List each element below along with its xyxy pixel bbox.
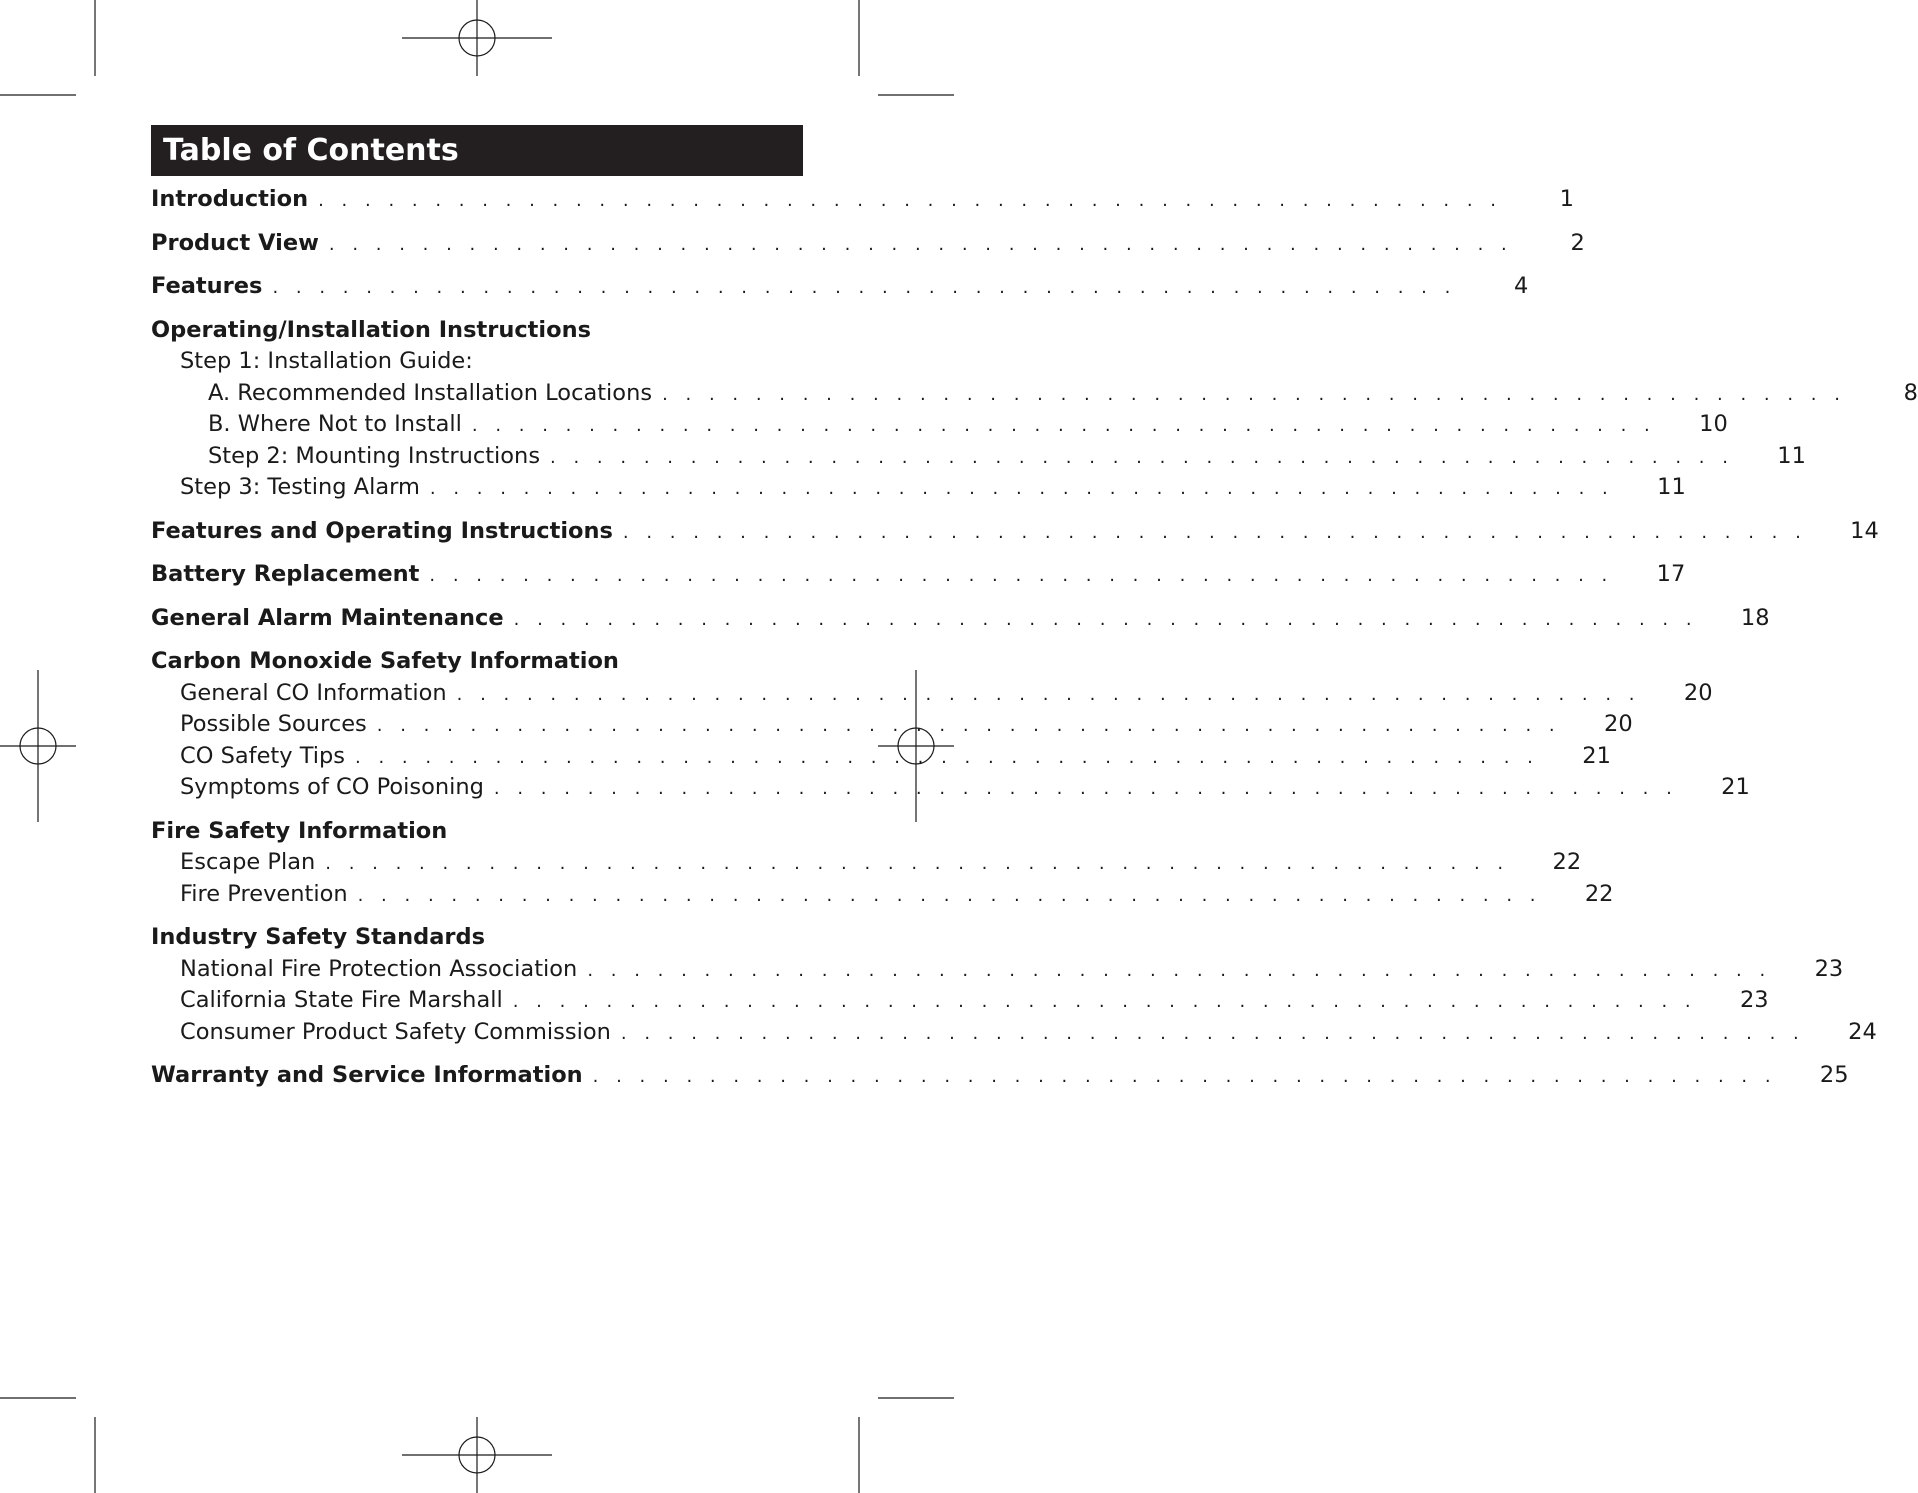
toc-section-heading[interactable] xyxy=(151,228,1585,260)
toc-section xyxy=(151,816,1614,911)
toc-section xyxy=(151,646,1750,804)
dot-leader: . . . . . . . . . . . . . . . . . . . . . . . . . . . . . . . . . . . . . . . . . . . . . . . . . . . xyxy=(328,233,1513,255)
toc-section-heading[interactable] xyxy=(151,516,1879,548)
dot-leader: . . . . . . . . . . . . . . . . . . . . . . . . . . . . . . . . . . . . . . . . . . . . . . . . . . . xyxy=(318,190,1502,211)
toc-page-number: 20 xyxy=(1604,711,1633,737)
page-title: Table of Contents xyxy=(163,133,459,168)
toc-section-heading[interactable] xyxy=(151,271,1529,303)
dot-leader: . . . . . . . . . . . . . . . . . . . . . . . . . . . . . . . . . . . . . . . . . . . . . . . . . . . xyxy=(429,565,1614,586)
toc-section xyxy=(151,1060,1849,1092)
dot-leader: . . . . . . . . . . . . . . . . . . . . . . . . . . . . . . . . . . . . . . . . . . . . . . . . . . . xyxy=(325,853,1510,874)
dot-leader: . . . . . . . . . . . . . . . . . . . . . . . . . . . . . . . . . . . . . . . . . . . . . . . . . . . xyxy=(620,1022,1805,1044)
toc-list xyxy=(151,184,1918,1104)
dot-leader: . . . . . . . . . . . . . . . . . . . . . . . . . . . . . . . . . . . . . . . . . . . . . . . . . . . xyxy=(493,778,1678,799)
toc-entry-label: Carbon Monoxide Safety Information xyxy=(151,648,619,674)
toc-entry-label: General Alarm Maintenance xyxy=(151,604,504,631)
toc-entry[interactable] xyxy=(151,678,1713,710)
toc-section xyxy=(151,922,1877,1048)
dot-leader: . . . . . . . . . . . . . . . . . . . . . . . . . . . . . . . . . . . . . . . . . . . . . . . . . . . xyxy=(662,383,1846,405)
toc-entry[interactable] xyxy=(151,954,1844,986)
toc-page-number: 18 xyxy=(1740,604,1770,631)
toc-section xyxy=(151,559,1686,591)
toc-entry-label: Step 3: Testing Alarm xyxy=(180,474,420,500)
toc-page-number: 25 xyxy=(1819,1062,1849,1088)
toc-entry-label: Battery Replacement xyxy=(151,561,420,587)
dot-leader: . . . . . . . . . . . . . . . . . . . . . . . . . . . . . . . . . . . . . . . . . . . . . . . . . . . xyxy=(429,478,1614,499)
toc-page-number: 21 xyxy=(1582,742,1611,769)
toc-section xyxy=(151,603,1770,635)
toc-entry-label: California State Fire Marshall xyxy=(180,987,503,1013)
dot-leader: . . . . . . . . . . . . . . . . . . . . . . . . . . . . . . . . . . . . . . . . . . . . . . . . . . . xyxy=(592,1066,1777,1087)
toc-page-number: 23 xyxy=(1814,955,1844,982)
toc-entry-label: CO Safety Tips xyxy=(180,742,346,769)
toc-entry-label: B. Where Not to Install xyxy=(208,411,462,437)
toc-page-number: 8 xyxy=(1903,379,1918,406)
toc-section-heading[interactable] xyxy=(151,559,1686,591)
toc-section xyxy=(151,315,1918,504)
toc-entry[interactable] xyxy=(151,879,1614,911)
dot-leader: . . . . . . . . . . . . . . . . . . . . . . . . . . . . . . . . . . . . . . . . . . . . . . . . . . . xyxy=(512,991,1697,1012)
toc-page-number: 1 xyxy=(1559,186,1574,212)
toc-page-number: 22 xyxy=(1552,849,1582,875)
toc-section-heading[interactable] xyxy=(151,603,1770,635)
dot-leader: . . . . . . . . . . . . . . . . . . . . . . . . . . . . . . . . . . . . . . . . . . . . . . . . . . . xyxy=(513,608,1698,630)
toc-entry[interactable] xyxy=(151,378,1918,410)
toc-page-number: 24 xyxy=(1848,1018,1877,1045)
dot-leader: . . . . . . . . . . . . . . . . . . . . . . . . . . . . . . . . . . . . . . . . . . . . . . . . . . . xyxy=(357,884,1542,906)
toc-page-number: 11 xyxy=(1657,474,1686,500)
dot-leader: . . . . . . . . . . . . . . . . . . . . . . . . . . . . . . . . . . . . . . . . . . . . . . . . . . . xyxy=(550,446,1734,468)
toc-entry-label: Features xyxy=(151,273,263,299)
toc-section-heading[interactable] xyxy=(151,1060,1849,1092)
toc-entry-label: Symptoms of CO Poisoning xyxy=(180,774,484,800)
toc-section-heading[interactable] xyxy=(151,184,1574,216)
toc-section-heading[interactable] xyxy=(151,922,803,954)
toc-entry-label: Fire Prevention xyxy=(180,880,348,907)
toc-entry-label: National Fire Protection Association xyxy=(180,955,578,982)
toc-entry-label: Possible Sources xyxy=(180,711,367,737)
toc-page-number: 14 xyxy=(1850,517,1879,544)
dot-leader: . . . . . . . . . . . . . . . . . . . . . . . . . . . . . . . . . . . . . . . . . . . . . . . . . . . xyxy=(272,277,1457,298)
dot-leader: . . . . . . . . . . . . . . . . . . . . . . . . . . . . . . . . . . . . . . . . . . . . . . . . . . . xyxy=(587,959,1772,981)
toc-entry[interactable] xyxy=(151,472,1686,504)
toc-page-number: 20 xyxy=(1683,679,1713,706)
toc-page-number: 11 xyxy=(1777,442,1806,469)
toc-entry-label: Industry Safety Standards xyxy=(151,924,485,950)
toc-entry-label: Warranty and Service Information xyxy=(151,1062,583,1088)
dot-leader: . . . . . . . . . . . . . . . . . . . . . . . . . . . . . . . . . . . . . . . . . . . . . . . . . . . xyxy=(622,521,1807,543)
toc-entry[interactable] xyxy=(151,709,1633,741)
toc-section xyxy=(151,271,1529,303)
toc-entry[interactable] xyxy=(151,409,1728,441)
toc-entry-label: Features and Operating Instructions xyxy=(151,517,613,544)
toc-entry-label: A. Recommended Installation Locations xyxy=(208,379,653,406)
dot-leader: . . . . . . . . . . . . . . . . . . . . . . . . . . . . . . . . . . . . . . . . . . . . . . . . . . . xyxy=(355,746,1539,768)
toc-section xyxy=(151,228,1585,260)
toc-section-heading[interactable] xyxy=(151,646,803,678)
dot-leader: . . . . . . . . . . . . . . . . . . . . . . . . . . . . . . . . . . . . . . . . . . . . . . . . . . . xyxy=(471,415,1656,436)
toc-section xyxy=(151,184,1574,216)
toc-entry-label: Step 1: Installation Guide: xyxy=(180,348,473,374)
toc-entry[interactable] xyxy=(151,346,803,378)
toc-entry-label: Product View xyxy=(151,229,319,256)
toc-entry[interactable] xyxy=(151,741,1611,773)
toc-entry[interactable] xyxy=(151,772,1750,804)
toc-entry[interactable] xyxy=(151,1017,1877,1049)
toc-page-number: 4 xyxy=(1514,273,1529,299)
toc-page-number: 23 xyxy=(1739,987,1769,1013)
toc-entry-label: Introduction xyxy=(151,186,309,212)
toc-entry-label: Fire Safety Information xyxy=(151,817,448,844)
toc-page-number: 10 xyxy=(1699,411,1728,437)
toc-entry[interactable] xyxy=(151,441,1806,473)
dot-leader: . . . . . . . . . . . . . . . . . . . . . . . . . . . . . . . . . . . . . . . . . . . . . . . . . . . xyxy=(376,715,1561,736)
toc-entry[interactable] xyxy=(151,985,1769,1017)
toc-page-number: 22 xyxy=(1584,880,1614,907)
toc-page-number: 2 xyxy=(1570,229,1585,256)
toc-section-heading[interactable] xyxy=(151,816,803,848)
toc-entry-label: Operating/Installation Instructions xyxy=(151,316,592,343)
dot-leader: . . . . . . . . . . . . . . . . . . . . . . . . . . . . . . . . . . . . . . . . . . . . . . . . . . . xyxy=(456,683,1641,705)
toc-section-heading[interactable] xyxy=(151,315,803,347)
toc-section xyxy=(151,516,1879,548)
toc-entry-label: Step 2: Mounting Instructions xyxy=(208,442,541,469)
toc-page-number: 21 xyxy=(1721,774,1750,800)
toc-entry-label: General CO Information xyxy=(180,679,447,706)
toc-header-bar xyxy=(151,125,803,176)
toc-entry-label: Escape Plan xyxy=(180,849,316,875)
toc-entry[interactable] xyxy=(151,847,1582,879)
toc-entry-label: Consumer Product Safety Commission xyxy=(180,1018,611,1045)
toc-page-number: 17 xyxy=(1656,561,1686,587)
